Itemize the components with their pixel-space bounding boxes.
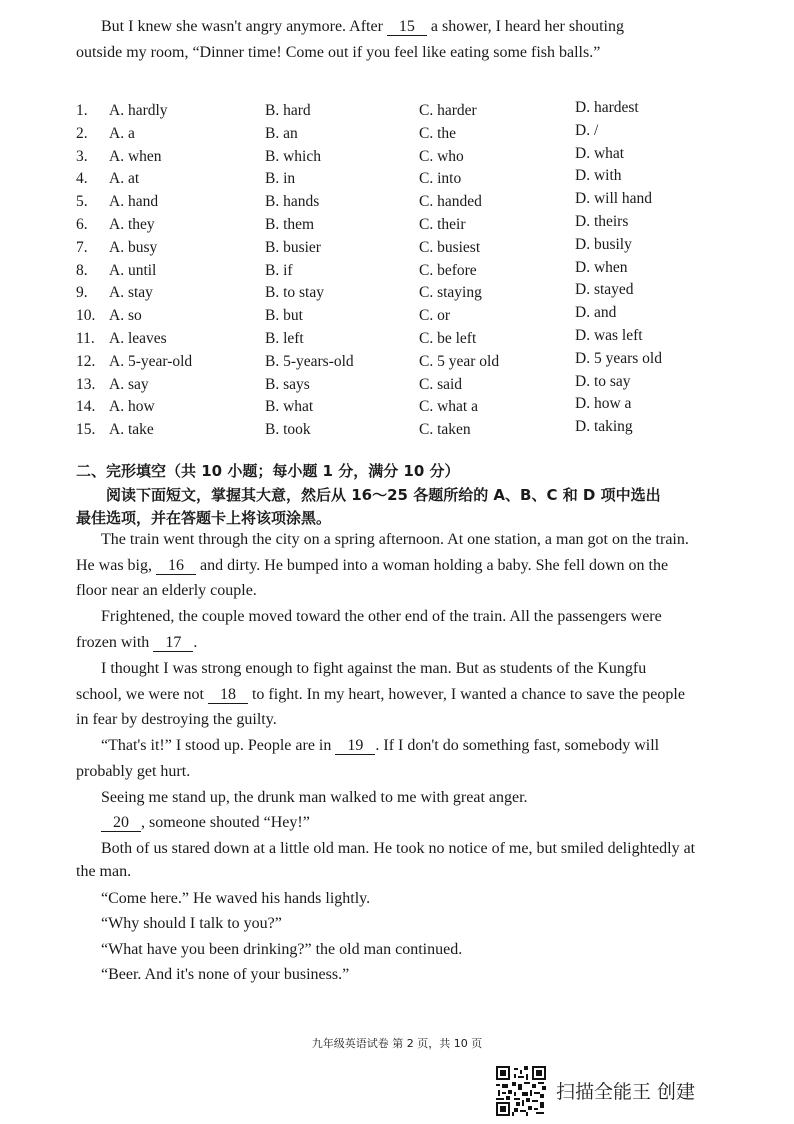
option-c[interactable]: C. staying	[419, 284, 482, 302]
option-d[interactable]: D. 5 years old	[575, 349, 662, 367]
option-a[interactable]: A. so	[109, 307, 142, 325]
option-a[interactable]: A. busy	[109, 238, 158, 256]
passage-p5: Seeing me stand up, the drunk man walked to me with great anger.	[101, 789, 528, 806]
passage-p11: “Beer. And it's none of your business.”	[101, 966, 350, 983]
passage-p8: “Come here.” He waved his hands lightly.	[101, 890, 371, 907]
question-number: 8.	[76, 261, 88, 279]
section-2-instruction-2: 最佳选项，并在答题卡上将该项涂黑。	[76, 509, 332, 527]
option-b[interactable]: B. to stay	[265, 284, 324, 302]
option-a[interactable]: A. until	[109, 261, 157, 279]
passage-text: “That's it!” I stood up. People are in	[101, 737, 332, 754]
question-number: 1.	[76, 102, 88, 119]
section-2-instruction-1: 阅读下面短文，掌握其大意，然后从 16～25 各题所给的 A、B、C 和 D 项中选出	[106, 486, 661, 504]
blank-20: 20	[101, 814, 141, 832]
question-number: 11.	[76, 330, 95, 347]
option-d[interactable]: D. was left	[575, 327, 643, 344]
option-a[interactable]: A. 5-year-old	[109, 352, 193, 370]
passage-p10: “What have you been drinking?” the old man continued.	[101, 941, 463, 958]
option-a[interactable]: A. hardly	[109, 102, 168, 119]
option-d[interactable]: D. theirs	[575, 213, 629, 230]
option-a[interactable]: A. take	[109, 421, 154, 439]
page-footer: 九年级英语试卷 第 2 页，共 10 页	[311, 1037, 483, 1050]
passage-text: , someone shouted “Hey!”	[141, 814, 310, 831]
option-d[interactable]: D. hardest	[575, 99, 639, 116]
option-c[interactable]: C. into	[419, 170, 462, 188]
option-a[interactable]: A. they	[109, 216, 155, 233]
option-b[interactable]: B. what	[265, 398, 314, 416]
option-b[interactable]: B. an	[265, 124, 298, 142]
passage-text: school, we were not	[76, 686, 204, 703]
blank-18: 18	[208, 686, 248, 704]
passage-p9: “Why should I talk to you?”	[101, 915, 282, 932]
passage-p3-line3: in fear by destroying the guilty.	[76, 711, 277, 728]
option-b[interactable]: B. them	[265, 216, 315, 233]
option-b[interactable]: B. took	[265, 421, 311, 439]
option-d[interactable]: D. how a	[575, 395, 632, 413]
scanner-watermark: 扫描全能王 创建	[556, 1081, 696, 1103]
passage-p4-line1	[101, 736, 659, 756]
option-d[interactable]: D. busily	[575, 235, 632, 253]
option-c[interactable]: C. what a	[419, 398, 478, 416]
option-c[interactable]: C. the	[419, 124, 457, 142]
passage-p1-line2	[76, 556, 668, 576]
question-number: 14.	[76, 398, 96, 416]
blank-15: 15	[387, 18, 427, 36]
blank-17: 17	[153, 634, 193, 652]
option-c[interactable]: C. 5 year old	[419, 352, 500, 370]
passage-text: . If I don't do something fast, somebody will	[375, 737, 660, 754]
option-a[interactable]: A. at	[109, 170, 140, 188]
passage-p6	[101, 813, 310, 833]
option-c[interactable]: C. before	[419, 261, 477, 279]
passage-p7-line1: Both of us stared down at a little old man. He took no notice of me, but smiled delightedly at	[101, 840, 696, 857]
qr-code-icon	[496, 1066, 546, 1116]
option-b[interactable]: B. hands	[265, 193, 320, 211]
option-c[interactable]: C. their	[419, 216, 466, 233]
option-b[interactable]: B. which	[265, 147, 321, 165]
question-number: 6.	[76, 216, 88, 233]
option-a[interactable]: A. stay	[109, 284, 153, 302]
option-b[interactable]: B. left	[265, 330, 304, 347]
question-number: 7.	[76, 238, 88, 256]
option-c[interactable]: C. harder	[419, 102, 477, 119]
passage-p7-line2: the man.	[76, 863, 132, 880]
intro-line-1	[101, 17, 624, 37]
option-d[interactable]: D. what	[575, 144, 625, 162]
passage-p3-line2	[76, 685, 685, 705]
question-number: 2.	[76, 124, 88, 142]
section-2-heading: 二、完形填空（共 10 小题；每小题 1 分，满分 10 分）	[76, 462, 460, 480]
blank-16: 16	[156, 557, 196, 575]
option-c[interactable]: C. taken	[419, 421, 471, 439]
intro-line-2: outside my room, “Dinner time! Come out if you feel like eating some fish balls.”	[76, 44, 601, 61]
option-b[interactable]: B. if	[265, 261, 293, 279]
option-d[interactable]: D. to say	[575, 372, 631, 390]
passage-p2-line1: Frightened, the couple moved toward the other end of the train. All the passengers were	[101, 608, 662, 625]
option-c[interactable]: C. busiest	[419, 238, 481, 256]
option-a[interactable]: A. hand	[109, 193, 159, 211]
option-c[interactable]: C. said	[419, 375, 463, 393]
question-number: 5.	[76, 193, 88, 211]
passage-p4-line2: probably get hurt.	[76, 763, 191, 780]
option-a[interactable]: A. when	[109, 147, 162, 165]
option-d[interactable]: D. /	[575, 121, 599, 139]
passage-text: to fight. In my heart, however, I wanted a chance to save the people	[251, 686, 685, 703]
option-a[interactable]: A. a	[109, 124, 135, 142]
blank-19: 19	[335, 737, 375, 755]
intro-text-a: But I knew she wasn't angry anymore. After	[101, 18, 383, 35]
option-c[interactable]: C. be left	[419, 330, 477, 347]
question-number: 15.	[76, 421, 96, 439]
passage-text: He was big,	[76, 557, 152, 574]
question-number: 12.	[76, 352, 96, 370]
option-d[interactable]: D. taking	[575, 418, 633, 436]
passage-p1-line1: The train went through the city on a spring afternoon. At one station, a man got on the train.	[101, 531, 689, 548]
option-c[interactable]: C. handed	[419, 193, 482, 211]
option-b[interactable]: B. busier	[265, 238, 321, 256]
question-number: 10.	[76, 307, 96, 325]
option-b[interactable]: B. hard	[265, 102, 311, 119]
question-number: 13.	[76, 375, 96, 393]
option-d[interactable]: D. with	[575, 167, 622, 185]
option-d[interactable]: D. when	[575, 258, 628, 276]
passage-p1-line3: floor near an elderly couple.	[76, 582, 257, 599]
option-a[interactable]: A. how	[109, 398, 155, 416]
option-c[interactable]: C. who	[419, 147, 464, 165]
passage-p3-line1: I thought I was strong enough to fight against the man. But as students of the Kungfu	[101, 660, 647, 677]
option-c[interactable]: C. or	[419, 307, 450, 325]
option-b[interactable]: B. in	[265, 170, 296, 188]
passage-text: .	[193, 634, 198, 651]
option-b[interactable]: B. says	[265, 375, 310, 393]
option-a[interactable]: A. leaves	[109, 330, 167, 347]
question-number: 9.	[76, 284, 88, 302]
question-number: 4.	[76, 170, 88, 188]
question-number: 3.	[76, 147, 88, 165]
passage-text: frozen with	[76, 634, 150, 651]
option-a[interactable]: A. say	[109, 375, 149, 393]
option-d[interactable]: D. will hand	[575, 190, 653, 208]
passage-text: and dirty. He bumped into a woman holding a baby. She fell down on the	[199, 557, 669, 574]
intro-text-b: a shower, I heard her shouting	[430, 18, 624, 35]
option-d[interactable]: D. and	[575, 304, 617, 322]
option-d[interactable]: D. stayed	[575, 281, 634, 299]
passage-p2-line2	[76, 633, 197, 653]
option-b[interactable]: B. but	[265, 307, 303, 325]
option-b[interactable]: B. 5-years-old	[265, 352, 354, 370]
